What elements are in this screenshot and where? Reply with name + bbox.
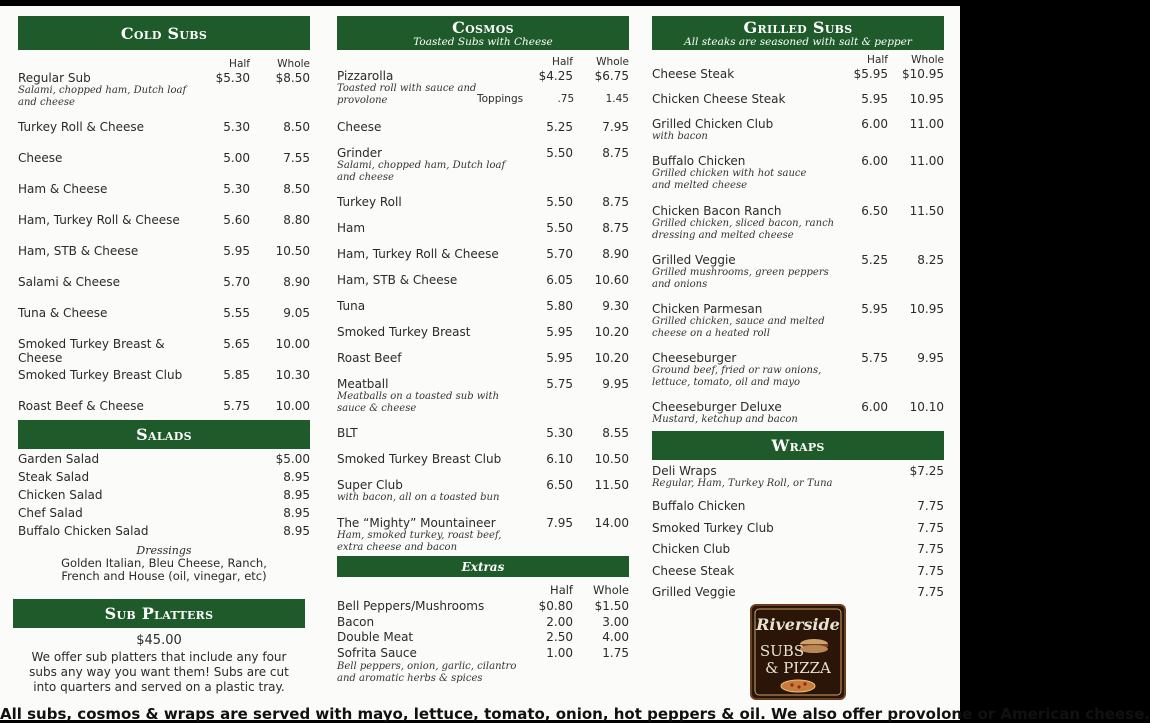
menu-item <box>652 564 944 586</box>
item-name: Cheese <box>337 120 382 134</box>
sub-platters-info <box>13 633 305 695</box>
item-name: Roast Beef & Cheese <box>18 399 144 413</box>
item-name: Bacon <box>337 614 375 629</box>
menu-item <box>652 499 944 521</box>
half-price: 5.30 <box>223 120 250 134</box>
whole-price: 11.50 <box>909 204 944 218</box>
whole-price: 10.20 <box>594 351 629 365</box>
half-price: 6.50 <box>861 204 888 218</box>
item-description: Ground beef, fried or raw onions, lettuce, tomato, oil and mayo <box>652 365 822 388</box>
dressings-title: Dressings <box>136 544 192 557</box>
menu-item <box>18 151 310 182</box>
extras-title: Extras <box>461 559 505 574</box>
whole-price: 10.30 <box>275 368 310 382</box>
item-name: Chef Salad <box>18 506 83 520</box>
whole-price: 10.50 <box>275 244 310 258</box>
grilled-subs-banner <box>652 16 944 50</box>
item-name: Turkey Roll & Cheese <box>18 120 145 134</box>
half-price: 5.80 <box>546 299 573 313</box>
whole-price: $10.95 <box>902 67 944 81</box>
grilled-subs-title: Grilled Subs <box>743 17 853 37</box>
half-price: 5.25 <box>546 120 573 134</box>
whole-price: 1.75 <box>602 645 629 660</box>
menu-item <box>337 377 629 426</box>
item-description: Mustard, ketchup and bacon <box>652 414 798 425</box>
item-description: with bacon <box>652 131 708 142</box>
item-price: 7.75 <box>917 520 944 535</box>
item-name: Cheese <box>18 151 63 165</box>
item-name: Ham, Turkey Roll & Cheese <box>18 213 180 227</box>
grilled-subs-column-header <box>652 54 944 67</box>
half-price: $5.95 <box>853 67 888 81</box>
half-price: 5.95 <box>223 244 250 258</box>
menu-item <box>18 452 310 470</box>
half-price: 5.50 <box>546 146 573 160</box>
item-name: Ham <box>337 221 366 235</box>
half-price: 5.60 <box>223 213 250 227</box>
item-name: Chicken Cheese Steak <box>652 92 786 106</box>
whole-price: 7.95 <box>602 120 629 134</box>
whole-price: $1.50 <box>594 599 629 613</box>
item-price: 7.75 <box>917 585 944 599</box>
item-description: Meatballs on a toasted sub with sauce & cheese <box>337 391 500 414</box>
menu-item <box>337 478 629 516</box>
cold-subs-title: Cold Subs <box>120 23 208 43</box>
item-name: The “Mighty” Mountaineer <box>337 516 496 530</box>
half-price: 5.25 <box>861 253 888 267</box>
half-price: 2.50 <box>546 630 573 644</box>
menu-item <box>652 67 944 92</box>
menu-item <box>337 146 629 195</box>
whole-price: 8.75 <box>602 146 629 160</box>
item-name: Chicken Bacon Ranch <box>652 204 782 218</box>
item-name: Cheeseburger Deluxe <box>652 400 782 414</box>
platter-description: We offer sub platters that include any four subs any way you want them! Subs are cut into quarters and served on a plastic tray. <box>29 650 289 694</box>
whole-price: 10.20 <box>594 325 629 339</box>
whole-label: Whole <box>596 56 629 68</box>
menu-item <box>652 542 944 564</box>
platter-price: $45.00 <box>136 633 182 648</box>
extras-column-header <box>337 584 629 597</box>
menu-item <box>18 488 310 506</box>
half-price: 5.50 <box>546 195 573 209</box>
whole-price: $8.50 <box>275 71 310 85</box>
whole-label: Whole <box>911 54 944 66</box>
column-right <box>652 16 944 607</box>
whole-price: 10.95 <box>909 302 944 316</box>
half-price: 6.00 <box>861 154 888 168</box>
item-name: Smoked Turkey Breast <box>337 325 471 339</box>
whole-price: 11.00 <box>909 154 944 168</box>
whole-price: 8.90 <box>283 275 310 289</box>
half-price: 6.05 <box>546 273 573 287</box>
item-name: Tuna <box>337 299 366 313</box>
item-name: Grilled Chicken Club <box>652 117 774 131</box>
item-price: 8.95 <box>283 506 310 520</box>
item-name: Salami & Cheese <box>18 275 121 289</box>
menu-item <box>652 92 944 117</box>
half-label: Half <box>229 58 250 70</box>
whole-price: 11.00 <box>909 117 944 131</box>
menu-item <box>337 452 629 478</box>
half-price: 5.95 <box>861 92 888 106</box>
half-price: 5.95 <box>546 325 573 339</box>
half-price: $4.25 <box>538 69 573 83</box>
logo-line2: SUBS <box>759 642 805 660</box>
half-price: 5.70 <box>546 247 573 261</box>
item-name: Buffalo Chicken <box>652 499 746 513</box>
half-label: Half <box>550 583 573 597</box>
item-name: Chicken Salad <box>18 488 103 502</box>
salads-list <box>18 452 310 542</box>
dressings-line: French and House (oil, vinegar, etc) <box>61 569 267 583</box>
menu-item <box>18 337 310 368</box>
half-price: 5.75 <box>546 377 573 391</box>
whole-price: 10.50 <box>594 452 629 466</box>
whole-price: 8.55 <box>602 426 629 440</box>
half-label: Half <box>867 54 888 66</box>
menu-item <box>18 399 310 420</box>
menu-item <box>337 195 629 221</box>
whole-price: 9.95 <box>602 377 629 391</box>
item-name: Roast Beef <box>337 351 402 365</box>
half-price: 1.00 <box>546 645 573 660</box>
menu-item <box>337 630 629 646</box>
menu-item <box>337 299 629 325</box>
menu-item <box>652 464 944 499</box>
whole-price: 8.75 <box>602 195 629 209</box>
half-price: 5.30 <box>546 426 573 440</box>
half-price: 5.55 <box>223 306 250 320</box>
half-price: 5.75 <box>223 399 250 413</box>
whole-price: 8.80 <box>283 213 310 227</box>
cold-subs-column-header <box>18 58 310 71</box>
menu-item <box>337 516 629 556</box>
grilled-subs-list <box>652 67 944 426</box>
whole-price: 8.90 <box>602 247 629 261</box>
half-price: 6.00 <box>861 117 888 131</box>
half-price: 5.00 <box>223 151 250 165</box>
wraps-list <box>652 464 944 607</box>
whole-price: 4.00 <box>602 630 629 644</box>
item-name: Bell Peppers/Mushrooms <box>337 599 485 613</box>
cold-subs-banner <box>18 16 310 50</box>
menu-item <box>337 69 629 120</box>
salads-banner <box>18 420 310 449</box>
item-name: Chicken Parmesan <box>652 302 763 316</box>
menu-item <box>337 615 629 631</box>
item-description: Grilled chicken, sauce and melted cheese on a heated roll <box>652 316 825 339</box>
dressings-line: Golden Italian, Bleu Cheese, Ranch, <box>61 556 267 570</box>
whole-price: 8.50 <box>283 120 310 134</box>
half-price: 5.70 <box>223 275 250 289</box>
sofrita-description: Bell peppers, onion, garlic, cilantro and aromatic herbs & spices <box>337 661 517 684</box>
item-price: 7.75 <box>917 499 944 513</box>
item-name: Regular Sub <box>18 71 91 85</box>
item-price: $5.00 <box>275 452 310 466</box>
whole-price: 9.30 <box>602 299 629 313</box>
menu-item <box>18 71 310 120</box>
menu-item <box>337 351 629 377</box>
whole-price: 3.00 <box>602 614 629 629</box>
whole-price: 9.95 <box>917 351 944 365</box>
sub-platters-title: Sub Platters <box>104 604 214 623</box>
item-name: Smoked Turkey Club <box>652 520 774 535</box>
item-description: Salami, chopped ham, Dutch loaf and cheese <box>337 160 506 183</box>
half-price: 5.65 <box>223 337 250 351</box>
item-price: 8.95 <box>283 470 310 484</box>
item-name: Smoked Turkey Breast Club <box>18 368 183 382</box>
footer-note: All subs, cosmos & wraps are served with mayo, lettuce, tomato, onion, hot peppers & oil. We also offer provolone or American cheese. <box>0 705 1150 723</box>
item-name: Grilled Veggie <box>652 585 736 599</box>
half-label: Half <box>552 56 573 68</box>
item-name: Ham, STB & Cheese <box>337 273 458 287</box>
item-description: Regular, Ham, Turkey Roll, or Tuna <box>652 478 833 489</box>
item-name: Turkey Roll <box>337 195 402 209</box>
menu-item <box>652 521 944 543</box>
item-description: Grilled chicken, sliced bacon, ranch dressing and melted cheese <box>652 218 835 241</box>
item-name: Meatball <box>337 377 389 391</box>
whole-price: 7.55 <box>283 151 310 165</box>
menu-item <box>18 120 310 151</box>
menu-item <box>18 470 310 488</box>
menu-item <box>652 351 944 400</box>
item-name: Smoked Turkey Breast & Cheese <box>18 337 165 365</box>
whole-price: 14.00 <box>594 516 629 530</box>
column-middle <box>337 16 629 684</box>
wraps-title: Wraps <box>771 436 825 455</box>
menu-item <box>18 244 310 275</box>
half-price: $5.30 <box>215 71 250 85</box>
menu-item <box>652 253 944 302</box>
half-price: 7.95 <box>546 516 573 530</box>
whole-price: 10.60 <box>594 273 629 287</box>
item-name: Sofrita Sauce <box>337 645 417 660</box>
menu-item <box>337 221 629 247</box>
item-name: Smoked Turkey Breast Club <box>337 452 502 466</box>
item-description: Ham, smoked turkey, roast beef, extra cheese and bacon <box>337 530 502 553</box>
whole-price: 10.00 <box>275 337 310 351</box>
riverside-logo <box>750 604 846 700</box>
item-price: 7.75 <box>917 563 944 578</box>
item-name: Grinder <box>337 146 383 160</box>
whole-price: 8.25 <box>917 253 944 267</box>
menu-item <box>652 302 944 351</box>
menu-item <box>18 182 310 213</box>
item-description: with bacon, all on a toasted bun <box>337 492 500 503</box>
whole-price: 8.75 <box>602 221 629 235</box>
column-left <box>18 16 310 583</box>
item-name: Buffalo Chicken Salad <box>18 524 149 538</box>
item-name: Chicken Club <box>652 542 731 556</box>
whole-price: 8.50 <box>283 182 310 196</box>
half-price: 6.50 <box>546 478 573 492</box>
item-description: Toasted roll with sauce and provolone <box>337 83 477 106</box>
half-price: 5.30 <box>223 182 250 196</box>
whole-price: 10.10 <box>909 400 944 414</box>
whole-price: 11.50 <box>594 478 629 492</box>
toppings-half-price: .75 <box>557 93 575 105</box>
logo-line3: & PIZZA <box>765 659 831 677</box>
whole-price: 10.00 <box>275 399 310 413</box>
menu-sheet <box>0 6 1150 723</box>
item-description: Grilled mushrooms, green peppers and onions <box>652 267 829 290</box>
cosmos-subtitle: Toasted Subs with Cheese <box>413 35 553 48</box>
item-name: Ham, Turkey Roll & Cheese <box>337 247 499 261</box>
half-price: 2.00 <box>546 614 573 629</box>
half-price: 5.95 <box>861 302 888 316</box>
item-price: 8.95 <box>283 488 310 502</box>
whole-label: Whole <box>277 58 310 70</box>
item-description: Salami, chopped ham, Dutch loaf and cheese <box>18 85 187 108</box>
extras-banner <box>337 556 629 577</box>
item-name: Cheese Steak <box>652 67 735 81</box>
cosmos-column-header <box>337 56 629 69</box>
half-price: 5.75 <box>861 351 888 365</box>
salads-title: Salads <box>136 425 192 444</box>
item-name: Cheeseburger <box>652 351 737 365</box>
whole-price: 10.95 <box>909 92 944 106</box>
toppings-label: Toppings <box>477 93 524 105</box>
menu-item <box>18 506 310 524</box>
half-price: 6.00 <box>861 400 888 414</box>
wraps-banner <box>652 431 944 460</box>
menu-item <box>337 120 629 146</box>
half-price: 5.85 <box>223 368 250 382</box>
menu-item <box>18 524 310 542</box>
item-name: Pizzarolla <box>337 69 394 83</box>
sub-platters-banner <box>13 599 305 628</box>
whole-price: $6.75 <box>594 69 629 83</box>
cosmos-title: Cosmos <box>452 17 514 37</box>
menu-item <box>18 368 310 399</box>
menu-item <box>652 204 944 253</box>
menu-item <box>337 426 629 452</box>
item-price: 8.95 <box>283 524 310 538</box>
dressings-block <box>18 544 310 583</box>
item-name: Ham, STB & Cheese <box>18 244 139 258</box>
menu-item <box>337 646 629 662</box>
item-name: Super Club <box>337 478 403 492</box>
menu-item <box>18 306 310 337</box>
menu-item <box>337 599 629 615</box>
whole-label: Whole <box>593 583 629 597</box>
cold-subs-list <box>18 71 310 420</box>
menu-item <box>18 275 310 306</box>
item-name: Garden Salad <box>18 452 100 466</box>
menu-item <box>652 117 944 154</box>
extras-list <box>337 599 629 684</box>
half-price: $0.80 <box>538 599 573 613</box>
item-name: Ham & Cheese <box>18 182 108 196</box>
menu-item <box>652 154 944 204</box>
sub-platters-section <box>13 599 305 695</box>
menu-item <box>18 213 310 244</box>
cosmos-banner <box>337 16 629 50</box>
item-name: Grilled Veggie <box>652 253 736 267</box>
menu-item <box>337 325 629 351</box>
item-name: BLT <box>337 426 358 440</box>
item-name: Deli Wraps <box>652 464 717 478</box>
item-description: Grilled chicken with hot sauce and melted cheese <box>652 168 807 191</box>
cosmos-list <box>337 69 629 556</box>
item-name: Buffalo Chicken <box>652 154 746 168</box>
half-price: 5.50 <box>546 221 573 235</box>
item-name: Double Meat <box>337 630 414 644</box>
item-price: 7.75 <box>917 542 944 556</box>
item-price: $7.25 <box>909 464 944 478</box>
item-name: Steak Salad <box>18 470 90 484</box>
menu-item <box>652 400 944 426</box>
half-price: 5.95 <box>546 351 573 365</box>
menu-item <box>337 247 629 273</box>
half-price: 6.10 <box>546 452 573 466</box>
logo-artwork <box>752 606 844 698</box>
toppings-whole-price: 1.45 <box>605 93 629 105</box>
logo-line1: Riverside <box>756 615 840 634</box>
grilled-subs-subtitle: All steaks are seasoned with salt & pepper <box>684 35 912 48</box>
item-name: Cheese Steak <box>652 563 735 578</box>
whole-price: 9.05 <box>283 306 310 320</box>
item-name: Tuna & Cheese <box>18 306 108 320</box>
menu-item <box>337 273 629 299</box>
